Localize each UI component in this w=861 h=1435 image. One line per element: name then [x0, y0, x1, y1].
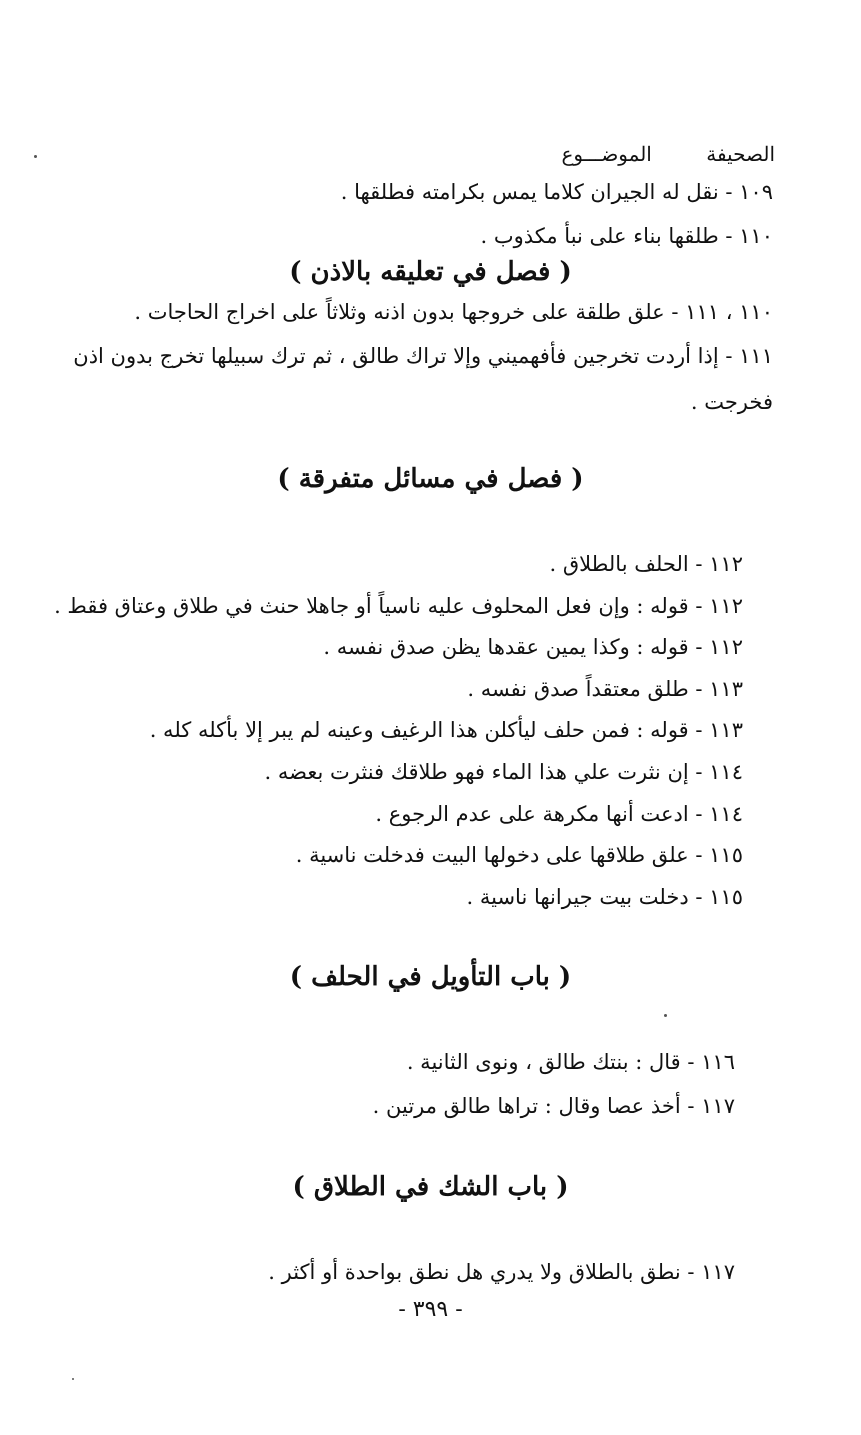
entry-line: ١١٤ - إن نثرت علي هذا الماء فهو طلاقك فنثرت بعضه .	[264, 760, 743, 784]
entry-line: ١١٥ - علق طلاقها على دخولها البيت فدخلت ناسية .	[295, 843, 743, 867]
entry-line: ١١٠ ، ١١١ - علق طلقة على خروجها بدون اذنه وثلاثاً على اخراج الحاجات .	[134, 300, 773, 324]
column-header	[513, 140, 775, 168]
section-heading: ( باب التأويل في الحلف )	[289, 962, 572, 992]
scan-speck	[664, 1014, 667, 1017]
topic-column-label: الموضـــوع	[561, 142, 652, 166]
entry-line: ١١٦ - قال : بنتك طالق ، ونوى الثانية .	[406, 1050, 735, 1074]
entry-line: ١١٠ - طلقها بناء على نبأ مكذوب .	[480, 224, 773, 248]
entry-line: ١١٥ - دخلت بيت جيرانها ناسية .	[466, 885, 743, 909]
entry-line: ١١٣ - طلق معتقداً صدق نفسه .	[467, 677, 743, 701]
entry-line: فخرجت .	[690, 390, 773, 414]
section-heading: ( فصل في مسائل متفرقة )	[277, 464, 584, 494]
scan-speck	[34, 155, 37, 158]
entry-line: ١١٣ - قوله : فمن حلف ليأكلن هذا الرغيف وعينه لم يبر إلا بأكله كله .	[149, 718, 743, 742]
entry-line: ١١٢ - الحلف بالطلاق .	[549, 552, 743, 576]
entry-line: ١١١ - إذا أردت تخرجين فأفهميني وإلا تراك طالق ، ثم ترك سبيلها تخرج بدون اذن	[73, 344, 773, 368]
page-number: - ٣٩٩ -	[398, 1297, 463, 1322]
entry-line: ١١٧ - أخذ عصا وقال : تراها طالق مرتين .	[372, 1094, 735, 1118]
section-heading: ( فصل في تعليقه بالاذن )	[289, 257, 572, 287]
entry-line: ١١٢ - قوله : وكذا يمين عقدها يظن صدق نفسه .	[323, 635, 743, 659]
scan-speck	[72, 1378, 74, 1380]
entry-line: ١١٢ - قوله : وإن فعل المحلوف عليه ناسياً أو جاهلا حنث في طلاق وعتاق فقط .	[54, 594, 743, 618]
section-heading: ( باب الشك في الطلاق )	[292, 1172, 569, 1202]
entry-line: ١١٤ - ادعت أنها مكرهة على عدم الرجوع .	[375, 802, 743, 826]
entry-line: ١٠٩ - نقل له الجيران كلاما يمس بكرامته فطلقها .	[340, 180, 773, 204]
entry-line: ١١٧ - نطق بالطلاق ولا يدري هل نطق بواحدة أو أكثر .	[268, 1260, 735, 1284]
page-column-label: الصحيفة	[706, 142, 775, 166]
